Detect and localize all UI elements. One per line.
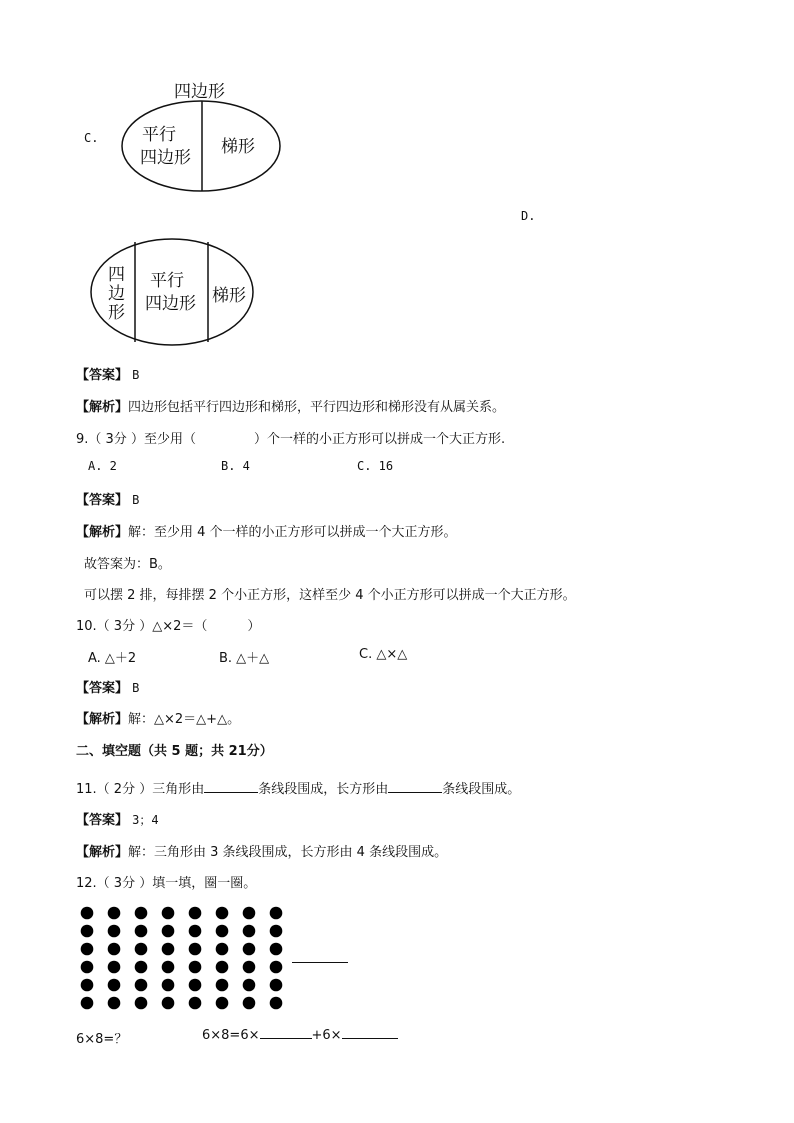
option-c-letter: C. xyxy=(84,131,99,145)
grid-dot xyxy=(243,979,256,992)
grid-dot xyxy=(81,925,94,938)
q9-option-c[interactable]: C. 16 xyxy=(357,459,394,473)
grid-dot xyxy=(189,943,202,956)
q10-analysis-line xyxy=(76,708,240,727)
q11-middle: 条线段围成，长方形由 xyxy=(258,782,389,797)
option-d-diagram xyxy=(88,236,256,348)
q12-answer-blank[interactable] xyxy=(292,962,348,963)
grid-dot xyxy=(270,907,283,920)
q12-eq2-blank-1[interactable] xyxy=(260,1038,312,1039)
option-c-ellipse xyxy=(122,101,280,191)
option-c-outer-label: 四边形 xyxy=(174,82,225,102)
q10-head: 10.（ 3分 ）△×2＝（ xyxy=(76,619,208,634)
grid-dot xyxy=(243,961,256,974)
q10-answer-line xyxy=(76,677,139,696)
q11-answer-tag: 【答案】 xyxy=(76,813,129,828)
option-c-right-label: 梯形 xyxy=(221,137,255,157)
grid-dot xyxy=(108,943,121,956)
grid-dot xyxy=(162,925,175,938)
q11-analysis-line xyxy=(76,841,447,860)
grid-dot xyxy=(243,907,256,920)
grid-dot xyxy=(81,907,94,920)
q10-option-a[interactable]: A. △＋2 xyxy=(88,651,137,666)
grid-dot xyxy=(135,961,148,974)
grid-dot xyxy=(108,997,121,1010)
q11-tail: 条线段围成。 xyxy=(442,782,521,797)
option-d-mid-line2: 四边形 xyxy=(145,294,196,314)
option-d-letter: D. xyxy=(521,209,536,223)
grid-dot xyxy=(81,979,94,992)
grid-dot xyxy=(135,943,148,956)
q10-answer-tag: 【答案】 xyxy=(76,681,129,696)
q11-blank-2[interactable] xyxy=(388,792,442,793)
grid-dot xyxy=(108,907,121,920)
q8-answer-tag: 【答案】 xyxy=(76,368,129,383)
grid-dot xyxy=(243,997,256,1010)
grid-dot xyxy=(216,925,229,938)
grid-dot xyxy=(162,997,175,1010)
q9-analysis-tag: 【解析】 xyxy=(76,525,129,540)
q9-tail: ）个一样的小正方形可以拼成一个大正方形. xyxy=(253,432,506,447)
q10-option-c[interactable]: C. △×△ xyxy=(359,647,408,662)
q9-analysis-line2: 故答案为：B。 xyxy=(84,557,171,572)
grid-dot xyxy=(243,943,256,956)
q9-head: 9.（ 3分 ）至少用（ xyxy=(76,432,196,447)
grid-dot xyxy=(135,979,148,992)
grid-dot xyxy=(216,907,229,920)
option-d-col1-line3: 形 xyxy=(108,303,125,323)
q9-answer-line xyxy=(76,489,139,508)
q10-analysis-tag: 【解析】 xyxy=(76,712,129,727)
option-c-left-line1: 平行 xyxy=(142,125,176,145)
grid-dot xyxy=(270,979,283,992)
option-d-col1-line1: 四 xyxy=(108,265,125,285)
grid-dot xyxy=(216,961,229,974)
grid-dot xyxy=(189,997,202,1010)
q10-analysis-text: 解：△×2＝△+△。 xyxy=(128,712,241,727)
q8-answer-value: B xyxy=(132,368,140,382)
q10-answer-value: B xyxy=(132,681,140,695)
grid-dot xyxy=(270,943,283,956)
section-heading-fill-in: 二、填空题（共 5 题；共 21分） xyxy=(76,744,273,759)
q12-eq2-a: 6×8=6× xyxy=(202,1028,260,1043)
option-c-diagram xyxy=(118,78,286,198)
grid-dot xyxy=(270,925,283,938)
q12-eq2-b: +6× xyxy=(311,1028,342,1043)
q9-answer-tag: 【答案】 xyxy=(76,493,129,508)
grid-dot xyxy=(243,925,256,938)
q8-analysis-tag: 【解析】 xyxy=(76,400,129,415)
option-d-right-label: 梯形 xyxy=(212,286,246,306)
q12-eq2-blank-2[interactable] xyxy=(342,1038,398,1039)
grid-dot xyxy=(135,925,148,938)
grid-dot xyxy=(135,907,148,920)
q11-question xyxy=(76,778,520,797)
grid-dot xyxy=(189,925,202,938)
q12-question: 12.（ 3分 ）填一填，圈一圈。 xyxy=(76,876,257,891)
q11-analysis-tag: 【解析】 xyxy=(76,845,129,860)
grid-dot xyxy=(81,997,94,1010)
q12-equation-2 xyxy=(202,1028,398,1043)
q11-answer-value: 3；4 xyxy=(132,813,159,827)
grid-dot xyxy=(81,961,94,974)
q9-option-a[interactable]: A. 2 xyxy=(88,459,117,473)
grid-dot xyxy=(189,979,202,992)
q9-question xyxy=(76,428,505,447)
grid-dot xyxy=(81,943,94,956)
grid-dot xyxy=(108,925,121,938)
q8-analysis-line xyxy=(76,396,505,415)
q8-analysis-text: 四边形包括平行四边形和梯形，平行四边形和梯形没有从属关系。 xyxy=(128,400,506,415)
option-d-mid-line1: 平行 xyxy=(150,271,184,291)
grid-dot xyxy=(189,961,202,974)
grid-dot xyxy=(162,979,175,992)
q8-answer-line xyxy=(76,364,139,383)
option-d-col1-line2: 边 xyxy=(108,284,125,304)
q9-analysis-line xyxy=(76,521,457,540)
grid-dot xyxy=(162,943,175,956)
grid-dot xyxy=(108,979,121,992)
grid-dot xyxy=(189,907,202,920)
q12-dot-grid xyxy=(78,904,290,1012)
grid-dot xyxy=(270,997,283,1010)
q11-blank-1[interactable] xyxy=(204,792,258,793)
grid-dot xyxy=(135,997,148,1010)
q10-tail: ） xyxy=(247,619,261,634)
q11-head: 11.（ 2分 ）三角形由 xyxy=(76,782,205,797)
q9-analysis-line3: 可以摆 2 排，每排摆 2 个小正方形，这样至少 4 个小正方形可以拼成一个大正方形。 xyxy=(84,588,576,603)
q10-question xyxy=(76,615,260,634)
grid-dot xyxy=(108,961,121,974)
option-c-left-line2: 四边形 xyxy=(140,148,191,168)
q11-analysis-text: 解：三角形由 3 条线段围成，长方形由 4 条线段围成。 xyxy=(128,845,448,860)
grid-dot xyxy=(162,961,175,974)
q9-answer-value: B xyxy=(132,493,140,507)
q12-equation-1: 6×8=？ xyxy=(76,1032,128,1047)
grid-dot xyxy=(162,907,175,920)
grid-dot xyxy=(216,979,229,992)
grid-dot xyxy=(216,997,229,1010)
q11-answer-line xyxy=(76,809,159,828)
grid-dot xyxy=(270,961,283,974)
grid-dot xyxy=(216,943,229,956)
q9-option-b[interactable]: B. 4 xyxy=(221,459,250,473)
q10-option-b[interactable]: B. △＋△ xyxy=(219,651,270,666)
q9-analysis-text: 解：至少用 4 个一样的小正方形可以拼成一个大正方形。 xyxy=(128,525,457,540)
